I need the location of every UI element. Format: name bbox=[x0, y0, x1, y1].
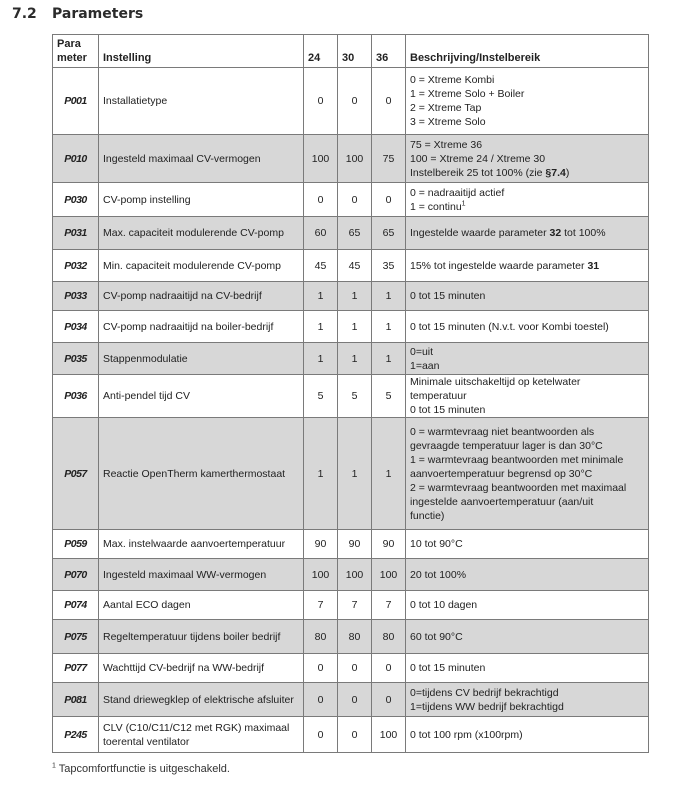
table-row bbox=[53, 135, 649, 183]
value-24: 90 bbox=[304, 530, 338, 559]
description-line: ingestelde aanvoertemperatuur (aan/uit bbox=[410, 495, 594, 508]
value-30: 80 bbox=[338, 620, 372, 654]
value-24: 100 bbox=[304, 559, 338, 591]
value-30: 1 bbox=[338, 282, 372, 311]
table-row bbox=[53, 418, 649, 530]
description-line: 0=uit bbox=[410, 345, 434, 358]
description-line: 100 = Xtreme 24 / Xtreme 30 bbox=[410, 152, 546, 165]
value-36: 100 bbox=[372, 559, 406, 591]
value-30: 0 bbox=[338, 654, 372, 683]
description-line: 1=aan bbox=[410, 359, 440, 372]
description-line: 2 = Xtreme Tap bbox=[410, 102, 482, 114]
value-30: 5 bbox=[338, 375, 372, 418]
value-24: 0 bbox=[304, 183, 338, 217]
value-36: 7 bbox=[372, 591, 406, 620]
value-30: 0 bbox=[338, 683, 372, 717]
setting-name: Ingesteld maximaal CV-vermogen bbox=[99, 135, 304, 183]
description bbox=[406, 375, 649, 418]
section-title: Parameters bbox=[52, 6, 144, 22]
value-36: 0 bbox=[372, 654, 406, 683]
value-30: 0 bbox=[338, 68, 372, 135]
value-30: 0 bbox=[338, 717, 372, 753]
parameter-code: P074 bbox=[53, 591, 99, 620]
value-24: 1 bbox=[304, 282, 338, 311]
table-row bbox=[53, 250, 649, 282]
setting-name: Wachttijd CV-bedrijf na WW-bedrijf bbox=[99, 654, 304, 683]
setting-name: CV-pomp nadraaitijd na CV-bedrijf bbox=[99, 282, 304, 311]
parameter-code: P077 bbox=[53, 654, 99, 683]
setting-name: Anti-pendel tijd CV bbox=[99, 375, 304, 418]
table-row bbox=[53, 683, 649, 717]
parameter-code: P001 bbox=[53, 68, 99, 135]
value-36: 35 bbox=[372, 250, 406, 282]
parameter-code: P036 bbox=[53, 375, 99, 418]
description-line: 1=tijdens WW bedrijf bekrachtigd bbox=[410, 700, 564, 713]
description-line: 0 tot 15 minuten bbox=[410, 290, 486, 302]
value-36: 1 bbox=[372, 282, 406, 311]
parameter-code: P059 bbox=[53, 530, 99, 559]
setting-name: Max. instelwaarde aanvoertemperatuur bbox=[99, 530, 304, 559]
section-heading bbox=[12, 6, 143, 22]
setting-name: Reactie OpenTherm kamerthermostaat bbox=[99, 418, 304, 530]
table-row bbox=[53, 717, 649, 753]
value-30: 45 bbox=[338, 250, 372, 282]
description bbox=[406, 217, 649, 250]
value-24: 60 bbox=[304, 217, 338, 250]
description-line bbox=[410, 200, 644, 214]
value-36: 5 bbox=[372, 375, 406, 418]
value-36: 1 bbox=[372, 311, 406, 343]
reference: 31 bbox=[587, 259, 600, 272]
description-line: 0 tot 15 minuten (N.v.t. voor Kombi toestel) bbox=[410, 320, 609, 333]
parameter-code: P032 bbox=[53, 250, 99, 282]
description-line: 0 = warmtevraag niet beantwoorden als bbox=[410, 425, 595, 438]
description-text: 1 = continu bbox=[410, 200, 462, 213]
setting-name: Min. capaciteit modulerende CV-pomp bbox=[99, 250, 304, 282]
table-row bbox=[53, 68, 649, 135]
parameter-code: P034 bbox=[53, 311, 99, 343]
parameter-code: P031 bbox=[53, 217, 99, 250]
value-30: 65 bbox=[338, 217, 372, 250]
description-line: 0 tot 15 minuten bbox=[410, 662, 486, 674]
setting-name: CV-pomp nadraaitijd na boiler-bedrijf bbox=[99, 311, 304, 343]
value-36: 1 bbox=[372, 418, 406, 530]
description bbox=[406, 717, 649, 753]
setting-name: Stand driewegklep of elektrische afsluiter bbox=[99, 683, 304, 717]
table-row bbox=[53, 343, 649, 375]
value-36: 0 bbox=[372, 683, 406, 717]
table-row bbox=[53, 591, 649, 620]
value-36: 65 bbox=[372, 217, 406, 250]
value-24: 0 bbox=[304, 717, 338, 753]
setting-name: Regeltemperatuur tijdens boiler bedrijf bbox=[99, 620, 304, 654]
parameter-code: P075 bbox=[53, 620, 99, 654]
description-text: Instelbereik 25 tot 100% (zie bbox=[410, 166, 546, 179]
value-30: 90 bbox=[338, 530, 372, 559]
description-line: 0=tijdens CV bedrijf bekrachtigd bbox=[410, 686, 559, 699]
value-30: 100 bbox=[338, 559, 372, 591]
table-row bbox=[53, 654, 649, 683]
description-line: 20 tot 100% bbox=[410, 568, 467, 581]
setting-name: Aantal ECO dagen bbox=[99, 591, 304, 620]
description bbox=[406, 183, 649, 217]
value-30: 1 bbox=[338, 311, 372, 343]
value-30: 100 bbox=[338, 135, 372, 183]
description-line: 0 tot 15 minuten bbox=[410, 404, 486, 416]
table-row bbox=[53, 282, 649, 311]
description bbox=[406, 311, 649, 343]
description-line: 0 = nadraaitijd actief bbox=[410, 186, 505, 199]
description bbox=[406, 250, 649, 282]
header-36: 36 bbox=[372, 35, 406, 68]
value-36: 75 bbox=[372, 135, 406, 183]
value-24: 1 bbox=[304, 418, 338, 530]
value-24: 45 bbox=[304, 250, 338, 282]
table-row bbox=[53, 530, 649, 559]
description bbox=[406, 282, 649, 311]
description bbox=[406, 559, 649, 591]
reference: 32 bbox=[549, 227, 562, 239]
description-text: ) bbox=[565, 166, 570, 179]
parameter-code: P033 bbox=[53, 282, 99, 311]
value-30: 1 bbox=[338, 418, 372, 530]
table-row bbox=[53, 620, 649, 654]
description-line: temperatuur bbox=[410, 390, 467, 402]
description-text: 15% tot ingestelde waarde parameter bbox=[410, 259, 588, 272]
value-36: 80 bbox=[372, 620, 406, 654]
description-line: aanvoertemperatuur begrensd op 30°C bbox=[410, 467, 593, 480]
parameter-code: P057 bbox=[53, 418, 99, 530]
header-setting: Instelling bbox=[99, 35, 304, 68]
description bbox=[406, 418, 649, 530]
description bbox=[406, 591, 649, 620]
description-text: tot 100% bbox=[561, 227, 606, 239]
description-line: 3 = Xtreme Solo bbox=[410, 116, 486, 128]
description-line: 0 tot 10 dagen bbox=[410, 599, 478, 611]
value-24: 0 bbox=[304, 683, 338, 717]
table-header-row bbox=[53, 35, 649, 68]
description bbox=[406, 68, 649, 135]
description bbox=[406, 620, 649, 654]
parameter-code: P245 bbox=[53, 717, 99, 753]
description-line: functie) bbox=[410, 509, 445, 522]
value-24: 1 bbox=[304, 311, 338, 343]
header-description: Beschrijving/Instelbereik bbox=[406, 35, 649, 68]
table-row bbox=[53, 559, 649, 591]
table-row bbox=[53, 311, 649, 343]
setting-name: CV-pomp instelling bbox=[99, 183, 304, 217]
value-36: 90 bbox=[372, 530, 406, 559]
setting-name: CLV (C10/C11/C12 met RGK) maximaal toerental ventilator bbox=[99, 717, 304, 753]
description-line bbox=[410, 226, 644, 240]
parameter-code: P010 bbox=[53, 135, 99, 183]
description-line: 0 tot 100 rpm (x100rpm) bbox=[410, 728, 523, 741]
parameter-code: P081 bbox=[53, 683, 99, 717]
value-30: 0 bbox=[338, 183, 372, 217]
value-24: 80 bbox=[304, 620, 338, 654]
value-36: 0 bbox=[372, 68, 406, 135]
description-line: 60 tot 90°C bbox=[410, 630, 463, 643]
value-30: 1 bbox=[338, 343, 372, 375]
parameter-code: P030 bbox=[53, 183, 99, 217]
header-30: 30 bbox=[338, 35, 372, 68]
value-24: 0 bbox=[304, 68, 338, 135]
setting-name: Installatietype bbox=[99, 68, 304, 135]
description-line: 1 = Xtreme Solo + Boiler bbox=[410, 88, 525, 100]
description-line: 1 = warmtevraag beantwoorden met minimale bbox=[410, 453, 624, 466]
value-30: 7 bbox=[338, 591, 372, 620]
table-row bbox=[53, 183, 649, 217]
description-line: gevraagde temperatuur lager is dan 30°C bbox=[410, 439, 603, 452]
value-24: 100 bbox=[304, 135, 338, 183]
value-36: 100 bbox=[372, 717, 406, 753]
description-line: 0 = Xtreme Kombi bbox=[410, 74, 495, 86]
parameter-code: P070 bbox=[53, 559, 99, 591]
description-line bbox=[410, 166, 644, 180]
value-24: 5 bbox=[304, 375, 338, 418]
parameter-code: P035 bbox=[53, 343, 99, 375]
description-line: Minimale uitschakeltijd op ketelwater bbox=[410, 376, 581, 388]
description-text: Ingestelde waarde parameter bbox=[410, 227, 550, 239]
description-line: 10 tot 90°C bbox=[410, 538, 463, 550]
section-number: 7.2 bbox=[12, 6, 37, 22]
parameters-table bbox=[52, 34, 649, 753]
table-row bbox=[53, 375, 649, 418]
setting-name: Stappenmodulatie bbox=[99, 343, 304, 375]
value-24: 0 bbox=[304, 654, 338, 683]
footnote-ref: 1 bbox=[461, 200, 466, 207]
reference: §7.4 bbox=[545, 166, 566, 179]
description-line bbox=[410, 259, 644, 273]
header-parameter: Para meter bbox=[53, 35, 99, 68]
footnote bbox=[52, 763, 230, 775]
value-36: 0 bbox=[372, 183, 406, 217]
value-24: 1 bbox=[304, 343, 338, 375]
description bbox=[406, 135, 649, 183]
description bbox=[406, 530, 649, 559]
setting-name: Max. capaciteit modulerende CV-pomp bbox=[99, 217, 304, 250]
header-24: 24 bbox=[304, 35, 338, 68]
description bbox=[406, 683, 649, 717]
table-row bbox=[53, 217, 649, 250]
description-line: 75 = Xtreme 36 bbox=[410, 138, 483, 151]
footnote-marker: 1 bbox=[52, 762, 56, 770]
description bbox=[406, 343, 649, 375]
value-36: 1 bbox=[372, 343, 406, 375]
description-line: 2 = warmtevraag beantwoorden met maximaal bbox=[410, 481, 627, 494]
description bbox=[406, 654, 649, 683]
setting-name: Ingesteld maximaal WW-vermogen bbox=[99, 559, 304, 591]
value-24: 7 bbox=[304, 591, 338, 620]
footnote-text: Tapcomfortfunctie is uitgeschakeld. bbox=[55, 763, 230, 775]
